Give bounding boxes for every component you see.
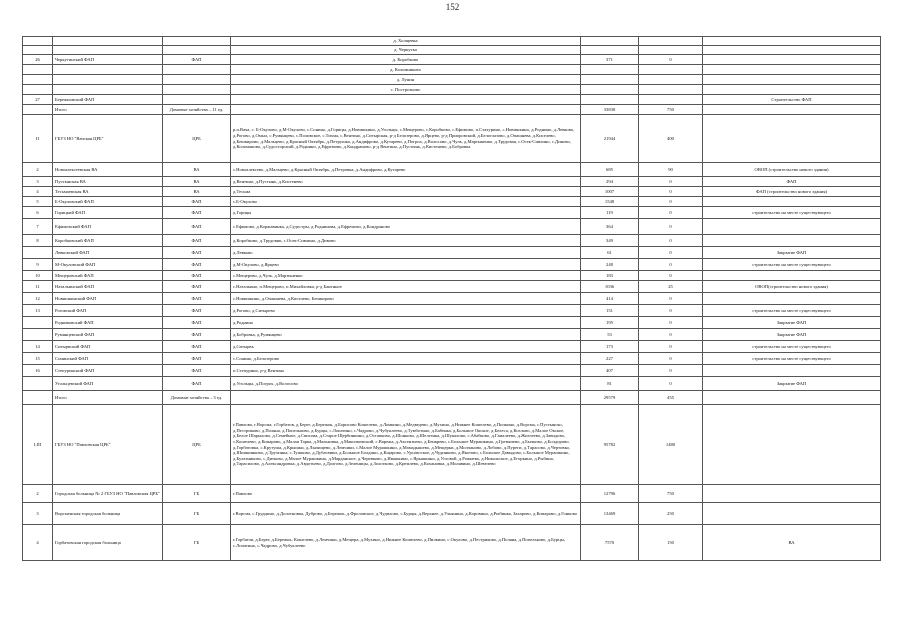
facility-name: Бережновский ФАП: [53, 95, 163, 105]
facility-name: Угольцевский ФАП: [53, 377, 163, 391]
facility-name: Тесьмаевская ВА: [53, 187, 163, 197]
staff-count: 90: [639, 163, 703, 177]
facility-name: Коробковский ФАП: [53, 235, 163, 247]
population-count: 12796: [581, 485, 639, 503]
facility-name: Новишкинский ФАП: [53, 293, 163, 305]
row-number: 12: [23, 293, 53, 305]
planned-action: ФАП (строительство нового здания): [703, 187, 881, 197]
staff-count: 750: [639, 105, 703, 115]
row-number: [23, 317, 53, 329]
table-row: [23, 305, 881, 317]
planned-action: [703, 37, 881, 46]
served-settlements: [231, 391, 581, 405]
table-row: [23, 95, 881, 105]
facility-name: Сонинский ФАП: [53, 353, 163, 365]
facility-type: ФАП: [163, 271, 231, 281]
served-settlements: д.М-Окулово, д.Ярцево: [231, 259, 581, 271]
served-settlements: с.Новишкино, д.Опашнева, д.Киселево, Бешкирово: [231, 293, 581, 305]
planned-action: [703, 365, 881, 377]
served-settlements: д.Горицы: [231, 207, 581, 219]
staff-count: 0: [639, 271, 703, 281]
population-count: 151: [581, 305, 639, 317]
population-count: 13469: [581, 503, 639, 525]
table-row: [23, 247, 881, 259]
facility-name: Румянцевский ФАП: [53, 329, 163, 341]
planned-action: [703, 105, 881, 115]
population-count: [581, 46, 639, 55]
table-row: [23, 187, 881, 197]
served-settlements: д.Бобровка, д.Румянцево: [231, 329, 581, 341]
population-count: 227: [581, 353, 639, 365]
facility-type: ФАП: [163, 341, 231, 353]
staff-count: [639, 95, 703, 105]
staff-count: 25: [639, 281, 703, 293]
table-row: [23, 75, 881, 85]
row-number: [23, 85, 53, 95]
staff-count: 0: [639, 235, 703, 247]
row-number: [23, 105, 53, 115]
facility-name: [53, 85, 163, 95]
staff-count: 0: [639, 197, 703, 207]
served-settlements: с.Ефимово, д.Коржавинка, д.Судостры, д.Роднинова, д.Ефремово, д.Кондраново: [231, 219, 581, 235]
table-row: [23, 405, 881, 485]
facility-name: Степуринский ФАП: [53, 365, 163, 377]
row-number: 5: [23, 197, 53, 207]
planned-action: ВА: [703, 525, 881, 561]
facility-name: Городская больница № 2 ГБУЗ НО "Павловская ЦРБ": [53, 485, 163, 503]
facility-name: [53, 46, 163, 55]
table-row: [23, 115, 881, 163]
facility-type: ФАП: [163, 329, 231, 341]
population-count: 407: [581, 365, 639, 377]
served-settlements: г.Павлово: [231, 485, 581, 503]
served-settlements: д.Вентино, д.Пустынь, д.Кистенево: [231, 177, 581, 187]
staff-count: 0: [639, 365, 703, 377]
facility-type: ФАП: [163, 197, 231, 207]
staff-count: [639, 46, 703, 55]
staff-count: 0: [639, 377, 703, 391]
population-count: 29579: [581, 391, 639, 405]
row-number: 13: [23, 305, 53, 317]
table-row: [23, 377, 881, 391]
facility-name: Новоалексеевская ВА: [53, 163, 163, 177]
staff-count: [639, 37, 703, 46]
served-settlements: д.Левково: [231, 247, 581, 259]
staff-count: 250: [639, 503, 703, 525]
facility-type: ФАП: [163, 219, 231, 235]
planned-action: [703, 115, 881, 163]
table-row: [23, 341, 881, 353]
page-number: 152: [445, 2, 460, 12]
row-number: 8: [23, 235, 53, 247]
population-count: 685: [581, 163, 639, 177]
facility-type: [163, 95, 231, 105]
staff-count: [639, 85, 703, 95]
planned-action: [703, 391, 881, 405]
facility-type: ЦРБ: [163, 115, 231, 163]
planned-action: [703, 485, 881, 503]
row-number: 4: [23, 525, 53, 561]
facility-name: Горбатовская городская больница: [53, 525, 163, 561]
facility-type: ФАП: [163, 353, 231, 365]
facility-name: М-Окуловский ФАП: [53, 259, 163, 271]
row-number: 2: [23, 485, 53, 503]
facility-name: Горицкий ФАП: [53, 207, 163, 219]
planned-action: строительство на месте существующего: [703, 207, 881, 219]
table-row: [23, 329, 881, 341]
facility-type: [163, 37, 231, 46]
staff-count: 0: [639, 187, 703, 197]
served-settlements: д. Лунин: [231, 75, 581, 85]
facility-name: Ефимовский ФАП: [53, 219, 163, 235]
staff-count: 0: [639, 329, 703, 341]
facility-type: ФАП: [163, 281, 231, 293]
facility-type: ФАП: [163, 365, 231, 377]
population-count: 173: [581, 341, 639, 353]
row-number: I,III: [23, 405, 53, 485]
table-row: [23, 65, 881, 75]
served-settlements: д. Холщевка: [231, 37, 581, 46]
served-settlements: д.Ситырвь: [231, 341, 581, 353]
population-count: 61: [581, 247, 639, 259]
facility-name: Итого: [53, 391, 163, 405]
row-number: 14: [23, 341, 53, 353]
served-settlements: с.Б-Окулово: [231, 197, 581, 207]
facility-type: [163, 46, 231, 55]
served-settlements: д.Тесьма: [231, 187, 581, 197]
row-number: [23, 37, 53, 46]
facility-type: ВА: [163, 187, 231, 197]
served-settlements: г.Ворсма, с.Грудцино, д.Долотновка, Дуброво, д.Бережок, д.Фроловское, д.Чудилово, с.Бурцы, д.Верхнее, д.Ульянино, д.Коровино, д.Рыбинка, Захарово, д.Комарово, д.Гонково: [231, 503, 581, 525]
facility-type: ЦРБ: [163, 405, 231, 485]
served-settlements: с.Мещерово, д.Чуль, д.Мартыненко: [231, 271, 581, 281]
table-row: [23, 219, 881, 235]
facility-type: [163, 75, 231, 85]
facility-type: ФАП: [163, 259, 231, 271]
row-number: 10: [23, 271, 53, 281]
facility-name: Черкутинский ФАП: [53, 55, 163, 65]
facility-type: ФАП: [163, 305, 231, 317]
planned-action: Закрытие ФАП: [703, 329, 881, 341]
population-count: 414: [581, 293, 639, 305]
population-count: 33838: [581, 105, 639, 115]
staff-count: 0: [639, 177, 703, 187]
planned-action: Закрытие ФАП: [703, 377, 881, 391]
served-settlements: д.Роднино: [231, 317, 581, 329]
population-count: 7570: [581, 525, 639, 561]
table-row: [23, 163, 881, 177]
planned-action: [703, 75, 881, 85]
population-count: 119: [581, 207, 639, 219]
facility-name: Ворсменская городская больница: [53, 503, 163, 525]
staff-count: 0: [639, 247, 703, 259]
served-settlements: д. Коломниково: [231, 65, 581, 75]
staff-count: 455: [639, 391, 703, 405]
planned-action: [703, 65, 881, 75]
population-count: [581, 85, 639, 95]
population-count: 1548: [581, 197, 639, 207]
staff-count: 400: [639, 115, 703, 163]
facility-name: ГБУЗ НО "Павловская ЦРБ": [53, 405, 163, 485]
staff-count: 0: [639, 55, 703, 65]
population-count: 248: [581, 259, 639, 271]
planned-action: [703, 405, 881, 485]
facility-type: ФАП: [163, 377, 231, 391]
facility-name: Роговский ФАП: [53, 305, 163, 317]
table-row: [23, 293, 881, 305]
planned-action: [703, 235, 881, 247]
facility-type: ФАП: [163, 317, 231, 329]
facility-type: ФАП: [163, 207, 231, 219]
served-settlements: с.Сонино, д.Белозерово: [231, 353, 581, 365]
population-count: [581, 37, 639, 46]
population-count: [581, 95, 639, 105]
planned-action: [703, 197, 881, 207]
staff-count: [639, 75, 703, 85]
served-settlements: с.Натальино, п.Мещерово, п.Михайловка, р-д Бантнное: [231, 281, 581, 293]
population-count: 95782: [581, 405, 639, 485]
row-number: 16: [23, 365, 53, 377]
served-settlements: [231, 105, 581, 115]
planned-action: строительство на месте существующего: [703, 341, 881, 353]
row-number: 6: [23, 207, 53, 219]
served-settlements: с. Построзново: [231, 85, 581, 95]
row-number: 26: [23, 55, 53, 65]
facility-name: [53, 37, 163, 46]
planned-action: [703, 293, 881, 305]
planned-action: Строительство ФАП: [703, 95, 881, 105]
row-number: 7: [23, 219, 53, 235]
staff-count: 750: [639, 485, 703, 503]
table-row: [23, 317, 881, 329]
population-count: 349: [581, 235, 639, 247]
planned-action: ОВОП(строительство нового здания): [703, 281, 881, 293]
planned-action: [703, 85, 881, 95]
planned-action: Закрытие ФАП: [703, 317, 881, 329]
row-number: 11: [23, 281, 53, 293]
planned-action: [703, 219, 881, 235]
facility-name: [53, 65, 163, 75]
population-count: 294: [581, 177, 639, 187]
population-count: 371: [581, 55, 639, 65]
population-count: 21944: [581, 115, 639, 163]
table-row: [23, 353, 881, 365]
served-settlements: д.Угольцы, д.Погрох, д.Волосово: [231, 377, 581, 391]
staff-count: 0: [639, 317, 703, 329]
table-row: [23, 259, 881, 271]
staff-count: 0: [639, 341, 703, 353]
row-number: 15: [23, 353, 53, 365]
planned-action: строительство на месте существующего: [703, 353, 881, 365]
planned-action: строительство на месте существующего: [703, 259, 881, 271]
population-count: 183: [581, 271, 639, 281]
served-settlements: г.Павлово, г.Ворсма, г.Горбатов, д.Берег, д.Бережок, д.Борисово Кошелево, д.Ломкино, д.Медведево, д.Мухино, д.Нижнее Кошелево, д.Пилкино, д.Ворсма, с.Пустынско, д.Пестриково, д.Поляна, д.Попельково, д.Бурцы, с.Лопатино, с.Чадрово, д.Чубуклеево, д.Тумботино, д.Бабенка, д.Большое Окское, д.Белеса, д.Козлово, д.Малое Окское, д.Белое Шарылово, д.Семейное, д.Свисова, д.Старое Щербинкино, д.Остапково, д.Шонково, д.Шелгенка, д.Шукалово, с.Абабково, д.Гамалеево, д.Жиглеево, д.Завидово, с.Кошелево, д.Комарово, д.Малая Тарка, д.Мальковка, д.Максимовский, с.Варежа, д.Аксентьево, д.Бенкрево, с.Большое Мурашкино, д.Гремячево, д.Бычково, д.Болдорово, д.Горбатовка, с.Крутуша, д.Крышки, д.Лыпищево, д.Лемчики, с.Малое Мурашкино, д.Мамадышево, д.Мещерки, д.Молчаново, д.Лобово, д.Пуреги, д.Тарасово, д.Чертовко, д.Шишкинково, д.Трухинка, с.Тушково, д.Дубасвики, д.Большое Болдино, д.Кщарово, с.Урсовоское, д.Чудинково, д.Якотово, с.Большое Давыдово, с.Большое Мурашкино, д.Булатниково, с.Дитково, д.Малое Мурашкино, д.Марданское, д.Черевково, д.Ивашкино, с.Ярышкино, д.Угловой, д.Рожнево, д.Никольское, д.Егоркино, д.Рыбино, д.Тарасилово, д.Александровка, д.Авдотьево, д.Долгово, д.Зеленицы, д.Золотково, д.Кремлево, д.Кохановка, д.Молявино, д.Шевелево: [231, 405, 581, 485]
table-row: [23, 391, 881, 405]
served-settlements: д.Рогово, д.Ситырево: [231, 305, 581, 317]
facility-name: Ситырвский ФАП: [53, 341, 163, 353]
row-number: [23, 247, 53, 259]
population-count: 1007: [581, 187, 639, 197]
facility-name: Левковский ФАП: [53, 247, 163, 259]
facility-type: ГБ: [163, 485, 231, 503]
row-number: 9: [23, 259, 53, 271]
population-count: 81: [581, 377, 639, 391]
staff-count: 0: [639, 207, 703, 219]
facility-type: ГБ: [163, 503, 231, 525]
planned-action: строительство на месте существующего: [703, 305, 881, 317]
served-settlements: д. Коробково: [231, 55, 581, 65]
row-number: [23, 329, 53, 341]
table-row: [23, 485, 881, 503]
served-settlements: [231, 95, 581, 105]
row-number: [23, 46, 53, 55]
facility-type: [163, 85, 231, 95]
table-row: [23, 503, 881, 525]
table-row: [23, 207, 881, 219]
row-number: II: [23, 115, 53, 163]
staff-count: 0: [639, 293, 703, 305]
table-row: [23, 177, 881, 187]
facility-type: ФАП: [163, 55, 231, 65]
population-count: [581, 65, 639, 75]
row-number: 27: [23, 95, 53, 105]
planned-action: [703, 271, 881, 281]
planned-action: [703, 55, 881, 65]
staff-count: [639, 65, 703, 75]
table-row: [23, 37, 881, 46]
served-settlements: р.п.Вача, с. Б-Окуловo, д.М-Окулово, с.Сонино, д.Горицы, д.Новишкино, д.Угольцы, с.Мещерово, с.Коробково, с.Ефимово, п.Стахурино, с.Новишкино, д.Роднино, д.Левково, д.Рогово, д.Омыл, с.Румянцево, с.Поливское, с.Тихма, с.Вентино, д.Ситырская, р-д Белозерово, д.Ярцево, р-д Приоровский, д.Белоглазово, д.Опашнева, д.Киселево, д.Бешкирово, д.Мальцево, д.Красный Октябрь, д.Петрушка, д.Андифрово, д.Кутарево, д.Погрох, д.Волосово, д.Чуль, д.Мартыненко, д.Трудовая, с.Осек-Сивлино, с.Диново, д.Коломаново, д.Судосторский, д.Роднино, д.Ефремово, д.Кондраново, р-д Вентино, д.Пустынь, д.Кистенево, д.Бобровка: [231, 115, 581, 163]
table-row: [23, 271, 881, 281]
planned-action: ОВОП (строительство нового здания): [703, 163, 881, 177]
facility-type: ВА: [163, 163, 231, 177]
served-settlements: г.Горбатов, д.Берег, д.Бережок, Кошелево, д.Лемчики, д.Мещера, д.Мухино, д.Нижнее Кошелево, д.Пилкино, с.Окулово, д.Пестриково, д.Поляна, д.Попельково, д.Бурцы, с.Лопатино, с.Чадрово, д.Чубуклеево: [231, 525, 581, 561]
served-settlements: п.Степурино, р-д Вентино: [231, 365, 581, 377]
facility-type: ФАП: [163, 293, 231, 305]
facility-name: Мещеровский ФАП: [53, 271, 163, 281]
staff-count: 150: [639, 525, 703, 561]
facility-type: ФАП: [163, 235, 231, 247]
table-row: [23, 105, 881, 115]
table-row: [23, 197, 881, 207]
row-number: 4: [23, 187, 53, 197]
row-number: 2: [23, 163, 53, 177]
facility-name: Б-Окуловский ФАП: [53, 197, 163, 207]
planned-action: [703, 503, 881, 525]
facility-name: Итого: [53, 105, 163, 115]
staff-count: 0: [639, 305, 703, 317]
table-row: [23, 85, 881, 95]
planned-action: ФАП: [703, 177, 881, 187]
staff-count: 0: [639, 259, 703, 271]
row-number: [23, 75, 53, 85]
table-row: [23, 281, 881, 293]
facility-name: ГБУЗ НО "Вачская ЦРБ": [53, 115, 163, 163]
population-count: 195: [581, 317, 639, 329]
row-number: 3: [23, 503, 53, 525]
row-number: [23, 391, 53, 405]
planned-action: [703, 46, 881, 55]
facility-type: ВА: [163, 177, 231, 187]
facility-type: Домовые хозяйства – 3 ед.: [163, 391, 231, 405]
table-row: [23, 235, 881, 247]
facility-name: [53, 75, 163, 85]
population-count: [581, 75, 639, 85]
population-count: 1036: [581, 281, 639, 293]
facility-type: ФАП: [163, 247, 231, 259]
facility-name: Родниковский ФАП: [53, 317, 163, 329]
served-settlements: д. Черкутка: [231, 46, 581, 55]
served-settlements: с.Новоалексево, д.Мальцево, д.Красный Октябрь, д.Петровка, д.Андифрово, д.Кутарево: [231, 163, 581, 177]
table-row: [23, 55, 881, 65]
row-number: [23, 377, 53, 391]
staff-count: 0: [639, 219, 703, 235]
planned-action: Закрытие ФАП: [703, 247, 881, 259]
table-row: [23, 46, 881, 55]
staff-count: 0: [639, 353, 703, 365]
facility-type: [163, 65, 231, 75]
facility-name: Натальинский ФАП: [53, 281, 163, 293]
served-settlements: д.Коробково, д.Трудовик, с.Осек-Сивлино, д.Дивово: [231, 235, 581, 247]
population-count: 53: [581, 329, 639, 341]
table-row: [23, 525, 881, 561]
row-number: [23, 65, 53, 75]
staff-count: 1480: [639, 405, 703, 485]
row-number: 3: [23, 177, 53, 187]
facility-name: Пустынская ВА: [53, 177, 163, 187]
facilities-table: [22, 36, 881, 561]
facility-type: ГБ: [163, 525, 231, 561]
table-row: [23, 365, 881, 377]
population-count: 364: [581, 219, 639, 235]
facility-type: Домовые хозяйства – 11 ед.: [163, 105, 231, 115]
